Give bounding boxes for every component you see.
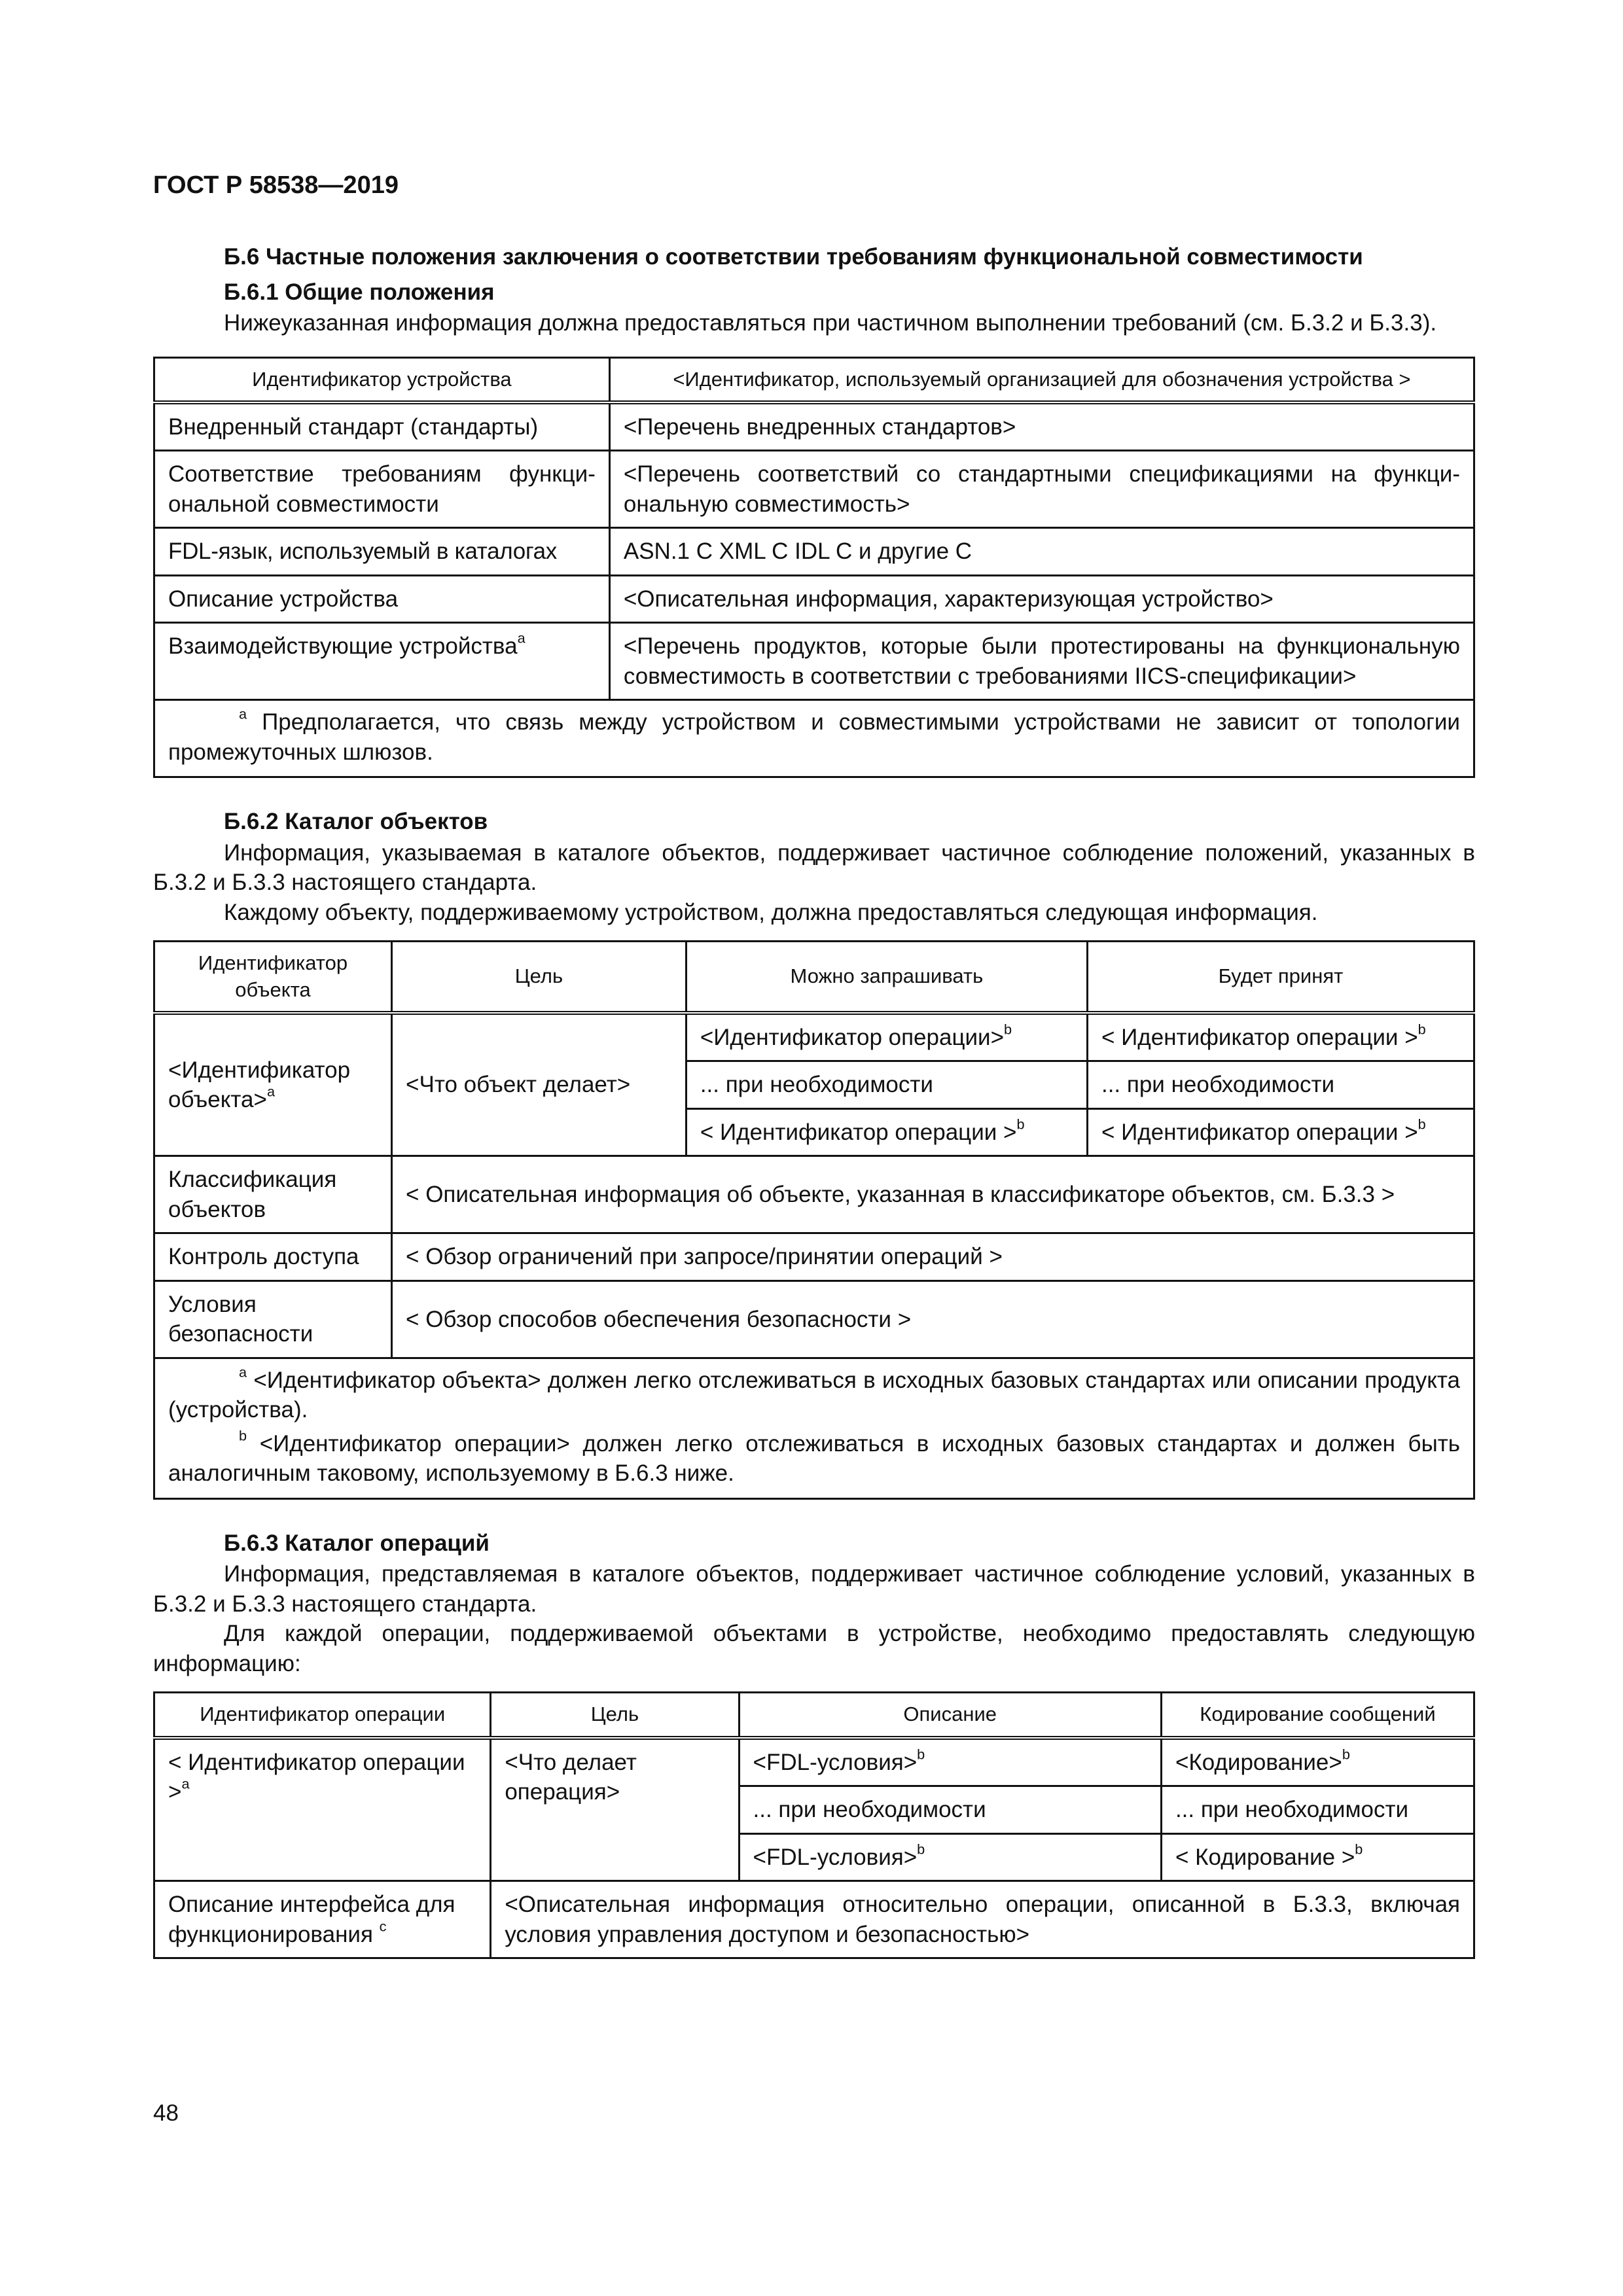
- table-cell: < Обзор ограничений при запросе/принятии операций >: [392, 1233, 1474, 1281]
- section-b6-title: Б.6 Частные положения заключения о соответствии требованиям функциональной совместимости: [224, 244, 1363, 270]
- table-cell: < Описательная информация об объекте, указанная в классификаторе объектов, см. Б.3.3 >: [392, 1156, 1474, 1233]
- column-header: <Идентификатор, используемый организацией для обозначения устройства >: [609, 357, 1474, 402]
- table-cell: [739, 1738, 1161, 1786]
- table-cell: <Описательная информация, характеризующая устройство>: [609, 575, 1474, 623]
- cell-text: <FDL-условия>: [753, 1844, 918, 1870]
- table-header-row: [154, 942, 1474, 1013]
- table-cell: Контроль доступа: [154, 1233, 392, 1281]
- table-row: [154, 528, 1474, 576]
- table-cell: ... при необходимости: [1161, 1786, 1474, 1834]
- table-cell: <Описательная информация относительно операции, описанной в Б.3.3, включая условия управления доступом и безопасностью>: [491, 1881, 1474, 1958]
- table-cell: [1161, 1738, 1474, 1786]
- cell-text: <FDL-условия>: [753, 1749, 918, 1775]
- footnote-marker: b: [1418, 1116, 1426, 1133]
- cell-text: < Идентификатор операции >: [1101, 1024, 1418, 1050]
- table-row: [154, 402, 1474, 451]
- device-info-table: [153, 357, 1475, 779]
- footnote-text: <Идентификатор объекта> должен легко отслеживаться в исходных базовых стандартах или описании продукта (устройства).: [168, 1367, 1461, 1423]
- footnote-marker: b: [1418, 1021, 1426, 1038]
- section-b6-1-title: Б.6.1 Общие положения: [224, 279, 495, 305]
- table-cell: [1087, 1013, 1474, 1061]
- cell-text: <Идентификатор операции>: [700, 1024, 1005, 1050]
- column-header: Можно запрашивать: [686, 942, 1087, 1013]
- table-cell: <Перечень продуктов, которые были протестированы на функциональную совместимость в соответствии с требованиями IICS-спецификации>: [609, 623, 1474, 700]
- footnote-text: <Идентификатор операции> должен легко отслеживаться в исходных базовых стандартах и должен быть аналогичным таковому, используемому в Б.6.3 ниже.: [168, 1430, 1460, 1487]
- column-header: Цель: [491, 1693, 739, 1738]
- table-cell: ASN.1 C XML C IDL C и другие C: [609, 528, 1474, 576]
- footnote-marker: c: [379, 1918, 387, 1935]
- object-catalog-table: [153, 940, 1475, 1500]
- column-header: Идентификатор операции: [154, 1693, 491, 1738]
- table-header-row: [154, 1693, 1474, 1738]
- section-b6-3-title: Б.6.3 Каталог операций: [224, 1530, 490, 1556]
- footnote-a: [168, 707, 1460, 767]
- table-footnote: [154, 1358, 1474, 1498]
- section-b6-2-paragraph-2: Каждому объекту, поддерживаемому устройством, должна предоставляться следующая информация.: [224, 899, 1318, 925]
- footnote-marker: b: [1355, 1841, 1363, 1858]
- table-cell: Классификация объектов: [154, 1156, 392, 1233]
- cell-text: < Идентификатор операции >: [700, 1119, 1017, 1145]
- table-row: [154, 1280, 1474, 1358]
- table-cell: < Обзор способов обеспечения безопасности >: [392, 1280, 1474, 1358]
- cell-text: <Кодирование>: [1175, 1749, 1342, 1775]
- cell-text: < Кодирование >: [1175, 1844, 1355, 1870]
- table-cell: Условия безопасности: [154, 1280, 392, 1358]
- table-cell: FDL-язык, используемый в каталогах: [154, 528, 610, 576]
- operation-catalog-table: [153, 1691, 1475, 1959]
- table-cell: ... при необходимости: [739, 1786, 1161, 1834]
- table-row: [154, 1013, 1474, 1061]
- footnote-marker: a: [517, 630, 526, 647]
- column-header: Кодирование сообщений: [1161, 1693, 1474, 1738]
- section-b6-2-paragraph-1: Информация, указываемая в каталоге объектов, поддерживает частичное соблюдение положений, указанных в Б.3.2 и Б.3.3 настоящего стандарта.: [153, 839, 1475, 896]
- table-cell: [686, 1108, 1087, 1156]
- table-cell: [1161, 1833, 1474, 1881]
- column-header: Цель: [392, 942, 687, 1013]
- table-cell: <Перечень внедренных стандартов>: [609, 402, 1474, 451]
- table-row: [154, 1738, 1474, 1786]
- table-header-row: [154, 357, 1474, 402]
- table-footnote-row: [154, 700, 1474, 777]
- table-cell: ... при необходимости: [1087, 1061, 1474, 1109]
- section-b6-3-paragraph-2: Для каждой операции, поддерживаемой объектами в устройстве, необходимо предоставлять следующую информацию:: [153, 1621, 1475, 1676]
- footnote-b: [168, 1429, 1460, 1489]
- section-b6-1-paragraph: Нижеуказанная информация должна предоставляться при частичном выполнении требований (см. Б.3.2 и Б.3.3).: [224, 310, 1437, 336]
- table-cell: <Перечень соответствий со стандартными спецификациями на функциональную совместимость>: [609, 451, 1474, 528]
- footnote-marker: b: [917, 1746, 925, 1763]
- table-row: [154, 451, 1474, 528]
- table-cell: [154, 623, 610, 700]
- section-b6-3-paragraph-1: Информация, представляемая в каталоге объектов, поддерживает частичное соблюдение условий, указанных в Б.3.2 и Б.3.3 настоящего стандарта.: [153, 1561, 1475, 1617]
- table-row: [154, 1233, 1474, 1281]
- table-cell: [1087, 1108, 1474, 1156]
- table-cell: Описание устройства: [154, 575, 610, 623]
- cell-text: Описание интерфейса для функционирования: [168, 1892, 455, 1947]
- footnote-marker: b: [1342, 1746, 1350, 1763]
- page-number: 48: [153, 2100, 179, 2126]
- table-cell: [686, 1013, 1087, 1061]
- cell-text: < Идентификатор операции >: [168, 1749, 465, 1805]
- footnote-marker: a: [239, 706, 247, 723]
- column-header: Описание: [739, 1693, 1161, 1738]
- table-cell: Соответствие требованиям функциональной совместимости: [154, 451, 610, 528]
- footnote-marker: a: [266, 1083, 275, 1100]
- table-row: [154, 1156, 1474, 1233]
- column-header: Будет принят: [1087, 942, 1474, 1013]
- footnote-marker: b: [1016, 1116, 1025, 1133]
- table-cell: [154, 1013, 392, 1156]
- cell-text: <Идентификатор объекта>: [168, 1057, 351, 1113]
- table-row: [154, 575, 1474, 623]
- table-cell: [739, 1833, 1161, 1881]
- footnote-marker: b: [239, 1427, 247, 1444]
- table-cell: Внедренный стандарт (стандарты): [154, 402, 610, 451]
- document-header: ГОСТ Р 58538—2019: [153, 171, 399, 199]
- table-cell: [154, 1738, 491, 1881]
- footnote-text: Предполагается, что связь между устройством и совместимыми устройствами не зависит от топологии промежуточных шлюзов.: [168, 709, 1460, 765]
- footnote-marker: a: [181, 1775, 190, 1792]
- footnote-a: [168, 1366, 1460, 1425]
- table-cell: [154, 1881, 491, 1958]
- page-content: [153, 242, 1475, 1959]
- table-cell: ... при необходимости: [686, 1061, 1087, 1109]
- cell-text: Взаимодействующие устройства: [168, 633, 518, 660]
- footnote-marker: a: [239, 1364, 247, 1381]
- table-footnote-row: [154, 1358, 1474, 1498]
- table-cell: <Что объект делает>: [392, 1013, 687, 1156]
- table-row: [154, 623, 1474, 700]
- table-row: [154, 1881, 1474, 1958]
- table-footnote: [154, 700, 1474, 777]
- cell-text: < Идентификатор операции >: [1101, 1119, 1418, 1145]
- footnote-marker: b: [1004, 1021, 1012, 1038]
- table-cell: <Что делает операция>: [491, 1738, 739, 1881]
- column-header: Идентификатор устройства: [154, 357, 610, 402]
- column-header: Идентификатор объекта: [154, 942, 392, 1013]
- section-b6-2-title: Б.6.2 Каталог объектов: [224, 809, 488, 835]
- footnote-marker: b: [917, 1841, 925, 1858]
